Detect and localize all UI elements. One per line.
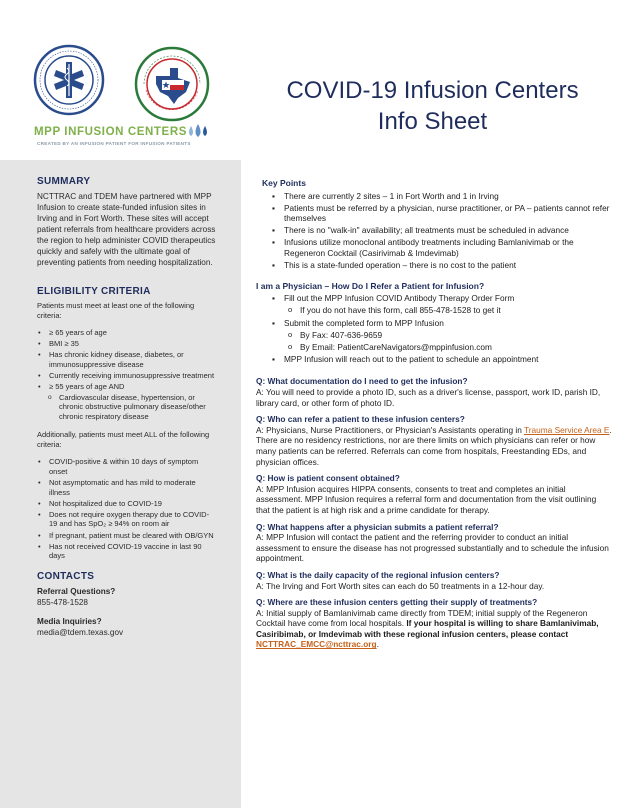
key-point: ▪ There is no "walk-in" availability; all treatments must be scheduled in advance <box>272 225 612 236</box>
additional-item: • Not asymptomatic and has mild to moderate illness <box>37 478 217 497</box>
additional-item: • Has not received COVID-19 vaccine in last 90 days <box>37 542 217 561</box>
sidebar-content <box>37 176 217 638</box>
criteria-item: • ≥ 65 years of age <box>37 328 217 338</box>
referral-substep: o If you do not have this form, call 855-478-1528 to get it <box>272 305 612 316</box>
faq-question: Q: What is the daily capacity of the regional infusion centers? <box>256 569 500 580</box>
criteria-sub-list <box>47 393 217 422</box>
additional-item: • If pregnant, patient must be cleared with OB/GYN <box>37 531 217 541</box>
eligibility-criteria-list <box>37 328 217 392</box>
answer-text: A: Initial supply of Bamlanivimab came directly from TDEM; initial supply of the Regeneron Cocktail have come from local hospitals. <box>256 607 588 629</box>
eligibility-heading: ELIGIBILITY CRITERIA <box>37 286 151 297</box>
email-substep: o By Email: PatientCareNavigators@mppinfusion.com <box>272 342 612 353</box>
page-title <box>250 75 615 137</box>
criteria-item: • BMI ≥ 35 <box>37 339 217 349</box>
criteria-sub-item: o Cardiovascular disease, hypertension, or chronic obstructive pulmonary disease/other chronic respiratory disease <box>47 393 217 422</box>
nctrac-logo-icon <box>33 44 105 116</box>
eligibility-intro: Patients must meet at least one of the following criteria: <box>37 301 195 320</box>
faq-answer: A: MPP Infusion acquires HIPPA consents, consents to treat and completes an initial assessment. MPP Infusion requires a referral form and documentation from the visit outlining that the patient is at high risk and a prime candidate for therapy. <box>256 483 597 515</box>
additional-criteria-list <box>37 457 217 560</box>
key-points-list <box>272 191 612 271</box>
answer-text: . There are no residency restrictions, nor are there limits on which physicians can refer or how many patients can be referred. Referrals can come from hospitals, Freestanding EDs, and physician offices. <box>256 424 612 467</box>
key-point: ▪ Patients must be referred by a physician, nurse practitioner, or PA – patients cannot refer themselves <box>272 203 612 224</box>
faq-answer-supply <box>256 608 612 650</box>
referral-phone[interactable]: 855-478-1528 <box>37 597 88 607</box>
faq-question: Q: Where are these infusion centers getting their supply of treatments? <box>256 597 538 608</box>
key-point: ▪ Infusions utilize monoclonal antibody treatments including Bamlanivimab or the Regeneron Cocktail (Casirivimab & Imdevimab) <box>272 237 612 258</box>
media-label: Media Inquiries? <box>37 616 102 626</box>
criteria-item: • Has chronic kidney disease, diabetes, or immunosuppressive disease <box>37 350 217 369</box>
criteria-item: • Currently receiving immunosuppressive treatment <box>37 371 217 381</box>
summary-heading: SUMMARY <box>37 176 91 187</box>
key-point: ▪ This is a state-funded operation – there is no cost to the patient <box>272 260 612 271</box>
key-points-heading: Key Points <box>262 178 306 188</box>
faq-question: Q: What happens after a physician submits a patient referral? <box>256 521 499 532</box>
referral-label: Referral Questions? <box>37 586 116 596</box>
faq-question: Q: What documentation do I need to get the infusion? <box>256 376 468 387</box>
referral-step: ▪ MPP Infusion will reach out to the patient to schedule an appointment <box>272 354 612 365</box>
faq-question: Q: Who can refer a patient to these infusion centers? <box>256 414 465 425</box>
additional-item: • Not hospitalized due to COVID-19 <box>37 499 217 509</box>
trauma-service-area-link[interactable]: Trauma Service Area E <box>523 424 610 435</box>
answer-bold-text: If your hospital is willing to share Bamlanivimab, Casiribimab, or Imdevimab with these regional infusion centers, please contact <box>256 618 599 639</box>
additional-item: • COVID-positive & within 10 days of symptom onset <box>37 457 217 476</box>
physician-heading: I am a Physician – How Do I Refer a Patient for Infusion? <box>256 280 485 291</box>
title-line-1: COVID-19 Infusion Centers <box>286 77 579 104</box>
tdem-seal-icon <box>134 46 210 122</box>
water-drops-icon <box>186 122 210 144</box>
faq-answer: A: The Irving and Fort Worth sites can each do 50 treatments in a 12-hour day. <box>256 580 545 591</box>
faq-question: Q: How is patient consent obtained? <box>256 473 400 484</box>
referral-step: ▪ Fill out the MPP Infusion COVID Antibody Therapy Order Form <box>272 293 612 304</box>
sidebar <box>0 0 241 808</box>
faq-answer: A: You will need to provide a photo ID, such as a driver's license, passport, work ID, parish ID, library card, or other form of photo ID. <box>256 387 601 408</box>
referral-step: ▪ Submit the completed form to MPP Infusion <box>272 318 612 329</box>
mpp-logo-name: MPP INFUSION CENTERS <box>34 126 187 138</box>
answer-end: . <box>376 639 379 650</box>
contacts-heading: CONTACTS <box>37 570 95 582</box>
key-point: ▪ There are currently 2 sites – 1 in Fort Worth and 1 in Irving <box>272 191 612 202</box>
summary-text: NCTTRAC and TDEM have partnered with MPP Infusion to create state-funded infusion sites in Irving and in Fort Worth. These sites will accept patient referrals from healthcare providers across the region to help administer COVID therapeutics quickly and safely with the ultimate goal of preventing patients from needing hospitalization. <box>37 192 216 267</box>
additional-intro: Additionally, patients must meet ALL of the following criteria: <box>37 430 210 449</box>
physician-steps-list <box>272 293 612 364</box>
fax-substep: o By Fax: 407-636-9659 <box>272 330 612 341</box>
media-email[interactable]: media@tdem.texas.gov <box>37 627 124 637</box>
title-line-2: Info Sheet <box>377 108 488 135</box>
main-content <box>256 178 612 654</box>
logo-area <box>0 0 241 160</box>
emcc-email-link[interactable]: NCTTRAC_EMCC@ncttrac.org <box>256 639 377 650</box>
criteria-item: • ≥ 55 years of age AND <box>37 382 217 392</box>
mpp-logo-tagline: CREATED BY AN INFUSION PATIENT FOR INFUSION PATIENTS <box>37 141 191 146</box>
faq-answer-referrers <box>256 425 612 467</box>
answer-text: A: Physicians, Nurse Practitioners, or Physician's Assistants operating in <box>256 424 524 435</box>
faq-answer: A: MPP Infusion will contact the patient and the referring provider to conduct an initial assessment to ensure the disease has not progressed substantially and to schedule the infusion appointment. <box>256 532 609 564</box>
additional-item: • Does not require oxygen therapy due to COVID-19 and has SpO₂ ≥ 94% on room air <box>37 510 217 529</box>
